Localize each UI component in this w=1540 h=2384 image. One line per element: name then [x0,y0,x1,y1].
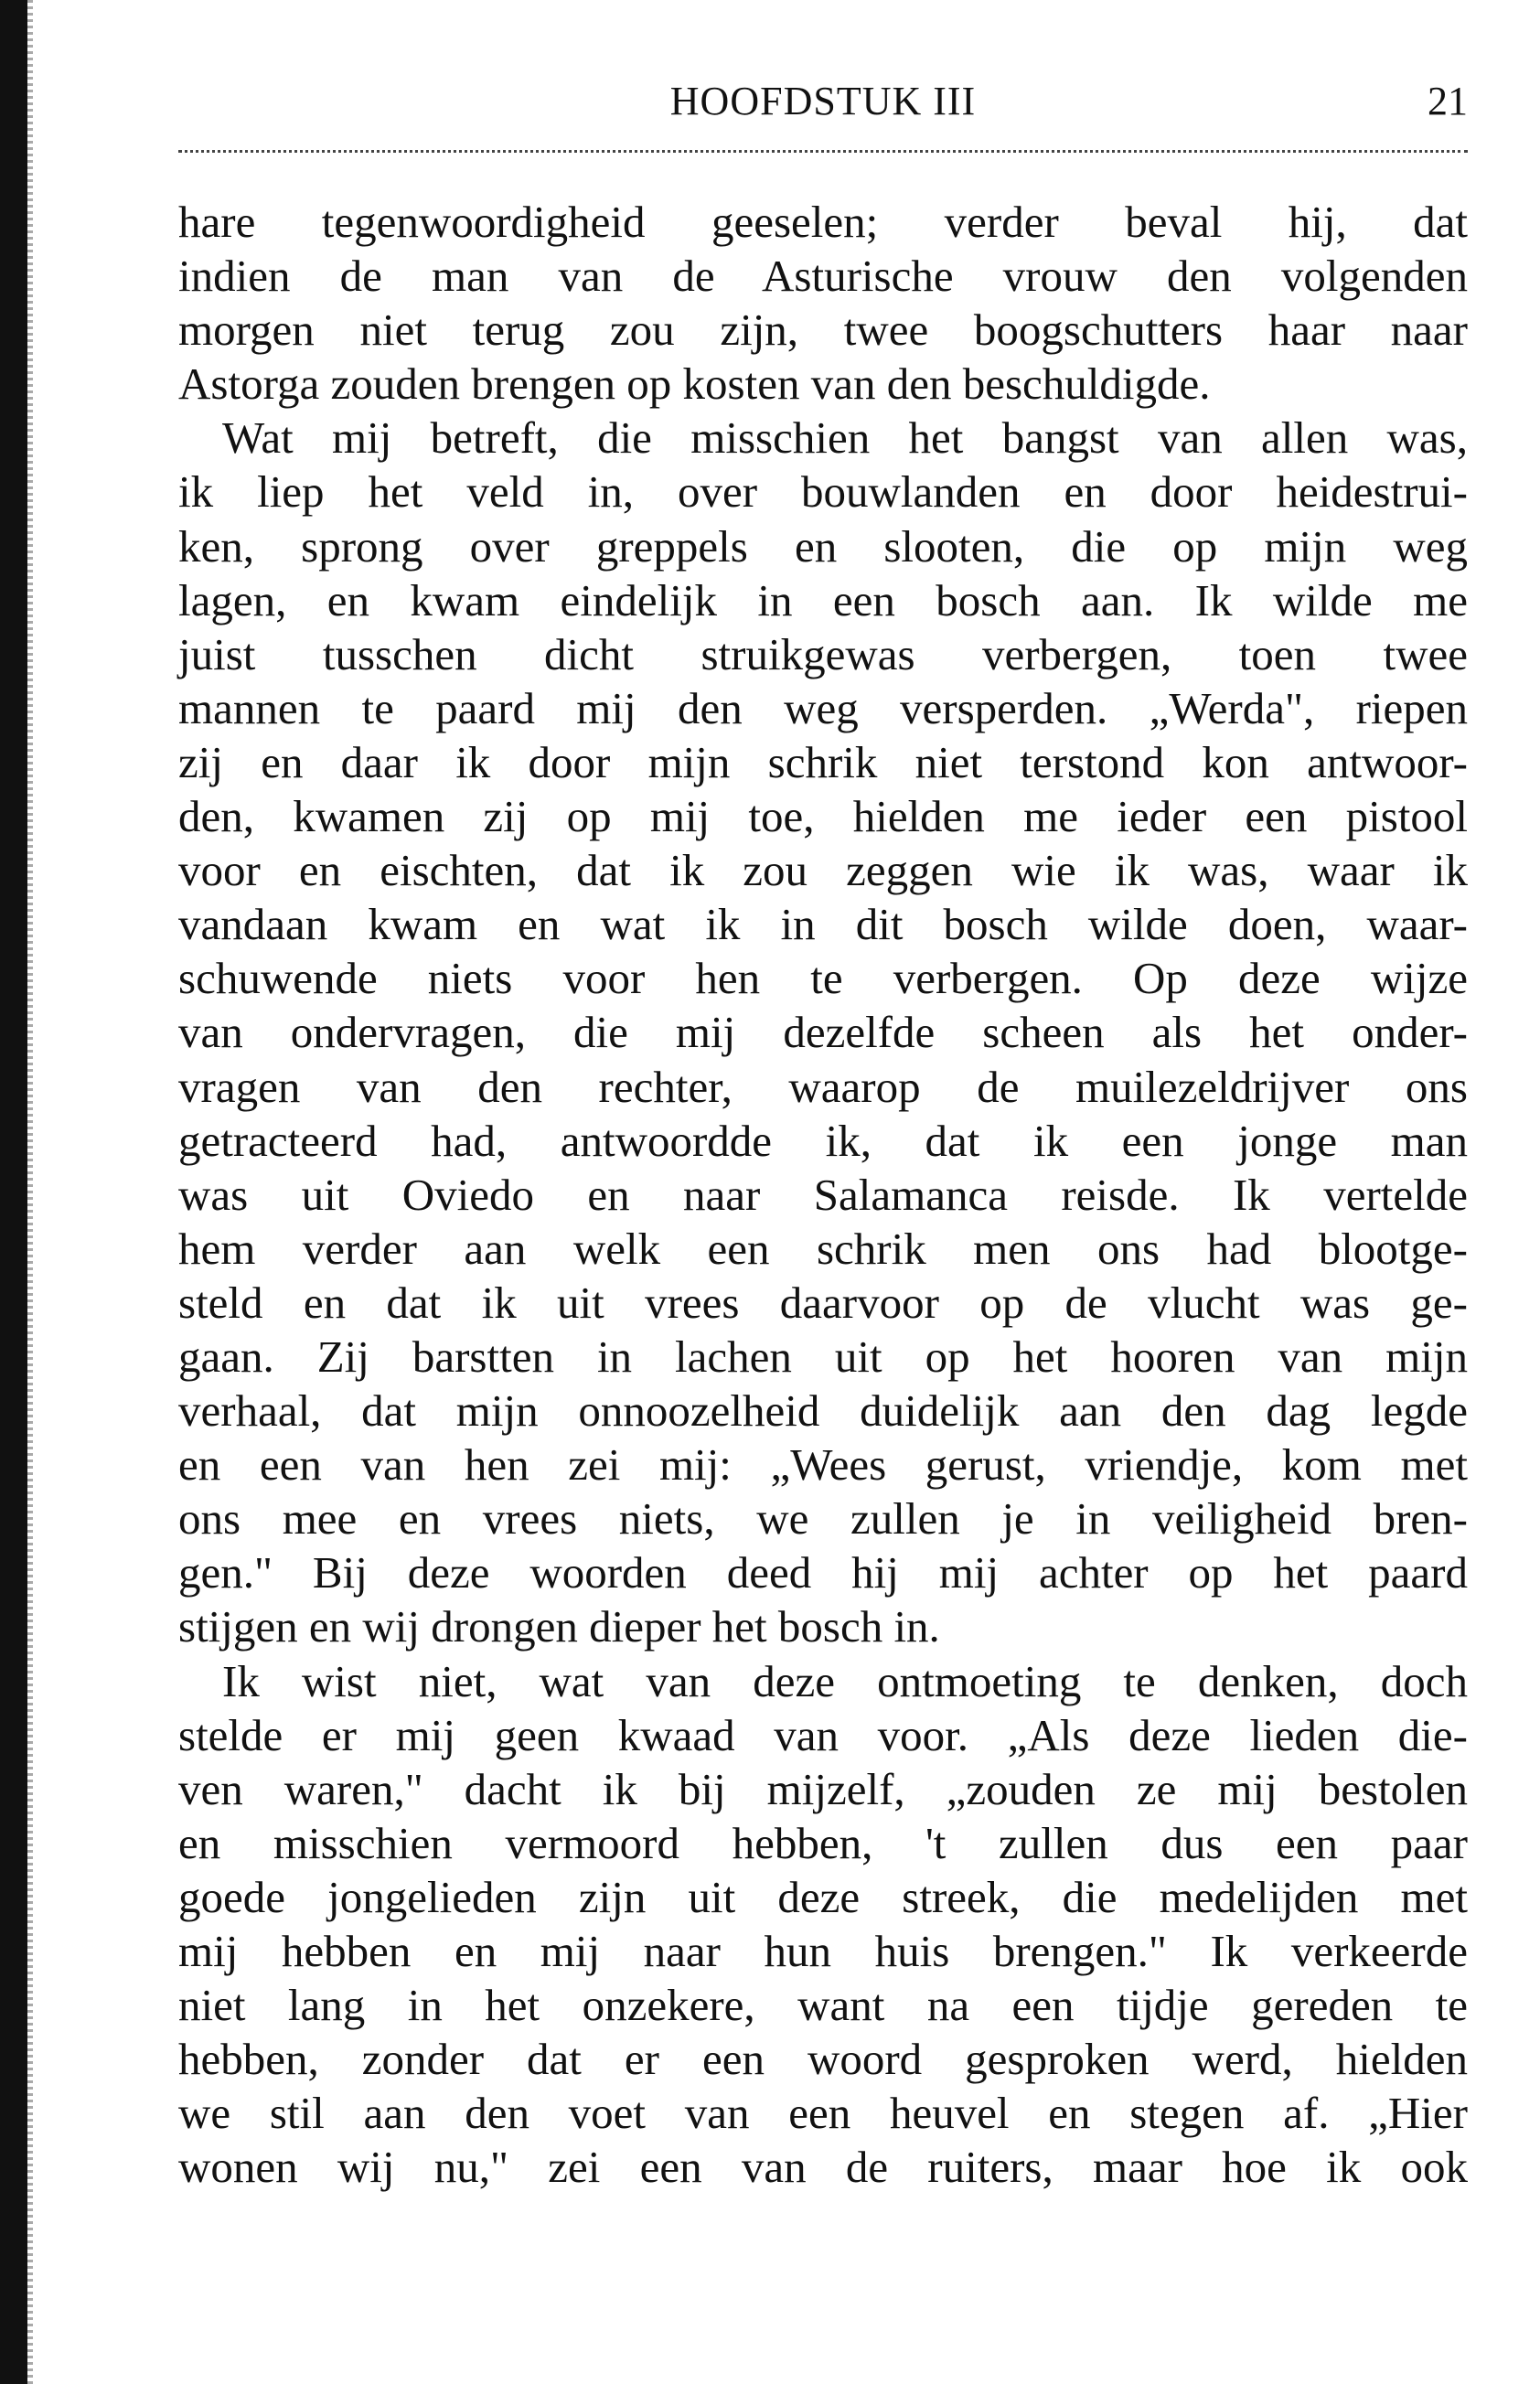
text-line: den, kwamen zij op mij toe, hielden me ieder een pistool [178,791,1468,842]
text-line: voor en eischten, dat ik zou zeggen wie ik was, waar ik [178,845,1468,896]
text-line: mij hebben en mij naar hun huis brengen." Ik verkeerde [178,1926,1468,1976]
text-line: Astorga zouden brengen op kosten van den beschuldigde. [178,358,1211,410]
text-line: lagen, en kwam eindelijk in een bosch aan. Ik wilde me [178,574,1468,625]
running-header [178,78,1468,129]
scan-edge-noise [27,0,33,2384]
text-line: zij en daar ik door mijn schrik niet terstond kon antwoor- [178,736,1468,787]
text-line: stijgen en wij drongen dieper het bosch in. [178,1601,940,1652]
text-line: en een van hen zei mij: „Wees gerust, vriendje, kom met [178,1439,1468,1491]
page-body-text [178,195,1468,2194]
text-line: getracteerd had, antwoordde ik, dat ik een jonge man [178,1115,1468,1166]
text-line: stelde er mij geen kwaad van voor. „Als deze lieden die- [178,1709,1468,1760]
text-line: mannen te paard mij den weg versperden. „Werda", riepen [178,682,1468,733]
text-line: steld en dat ik uit vrees daarvoor op de vlucht was ge- [178,1277,1468,1328]
text-line: we stil aan den voet van een heuvel en stegen af. „Hier [178,2088,1468,2139]
text-line: morgen niet terug zou zijn, twee boogschutters haar naar [178,305,1468,356]
text-line: ons mee en vrees niets, we zullen je in veiligheid bren- [178,1493,1468,1545]
text-line: Ik wist niet, wat van deze ontmoeting te denken, doch [222,1655,1468,1706]
text-line: en misschien vermoord hebben, 't zullen dus een paar [178,1817,1468,1868]
text-line: was uit Oviedo en naar Salamanca reisde. Ik vertelde [178,1169,1468,1220]
header-dotted-rule [178,150,1468,153]
text-line: ik liep het veld in, over bouwlanden en door heidestrui- [178,466,1468,518]
text-line: vragen van den rechter, waarop de muilezeldrijver ons [178,1061,1468,1112]
text-line: hare tegenwoordigheid geeselen; verder beval hij, dat [178,197,1468,247]
text-line: schuwende niets voor hen te verbergen. Op deze wijze [178,953,1468,1004]
chapter-title: HOOFDSTUK III [669,79,977,123]
text-line: gen." Bij deze woorden deed hij mij achter op het paard [178,1547,1468,1598]
text-line: ven waren," dacht ik bij mijzelf, „zouden ze mij bestolen [178,1763,1468,1814]
text-line: goede jongelieden zijn uit deze streek, die medelijden met [178,1871,1468,1922]
text-line: verhaal, dat mijn onnoozelheid duidelijk aan den dag legde [178,1385,1468,1437]
text-line: indien de man van de Asturische vrouw den volgenden [178,251,1468,302]
text-line: gaan. Zij barstten in lachen uit op het hooren van mijn [178,1331,1468,1382]
text-line: niet lang in het onzekere, want na een tijdje gereden te [178,1980,1468,2031]
text-line: hem verder aan welk een schrik men ons had blootge- [178,1223,1468,1274]
text-line: van ondervragen, die mij dezelfde scheen als het onder- [178,1007,1468,1058]
text-line: hebben, zonder dat er een woord gesproken werd, hielden [178,2034,1468,2085]
text-line: vandaan kwam en wat ik in dit bosch wilde doen, waar- [178,899,1468,950]
text-line: juist tusschen dicht struikgewas verbergen, toen twee [178,628,1468,679]
page-number: 21 [1428,79,1468,123]
text-line: wonen wij nu," zei een van de ruiters, maar hoe ik ook [178,2142,1468,2193]
scan-binding-edge [0,0,27,2384]
text-line: Wat mij betreft, die misschien het bangst van allen was, [222,412,1468,464]
text-line: ken, sprong over greppels en slooten, die op mijn weg [178,520,1468,572]
